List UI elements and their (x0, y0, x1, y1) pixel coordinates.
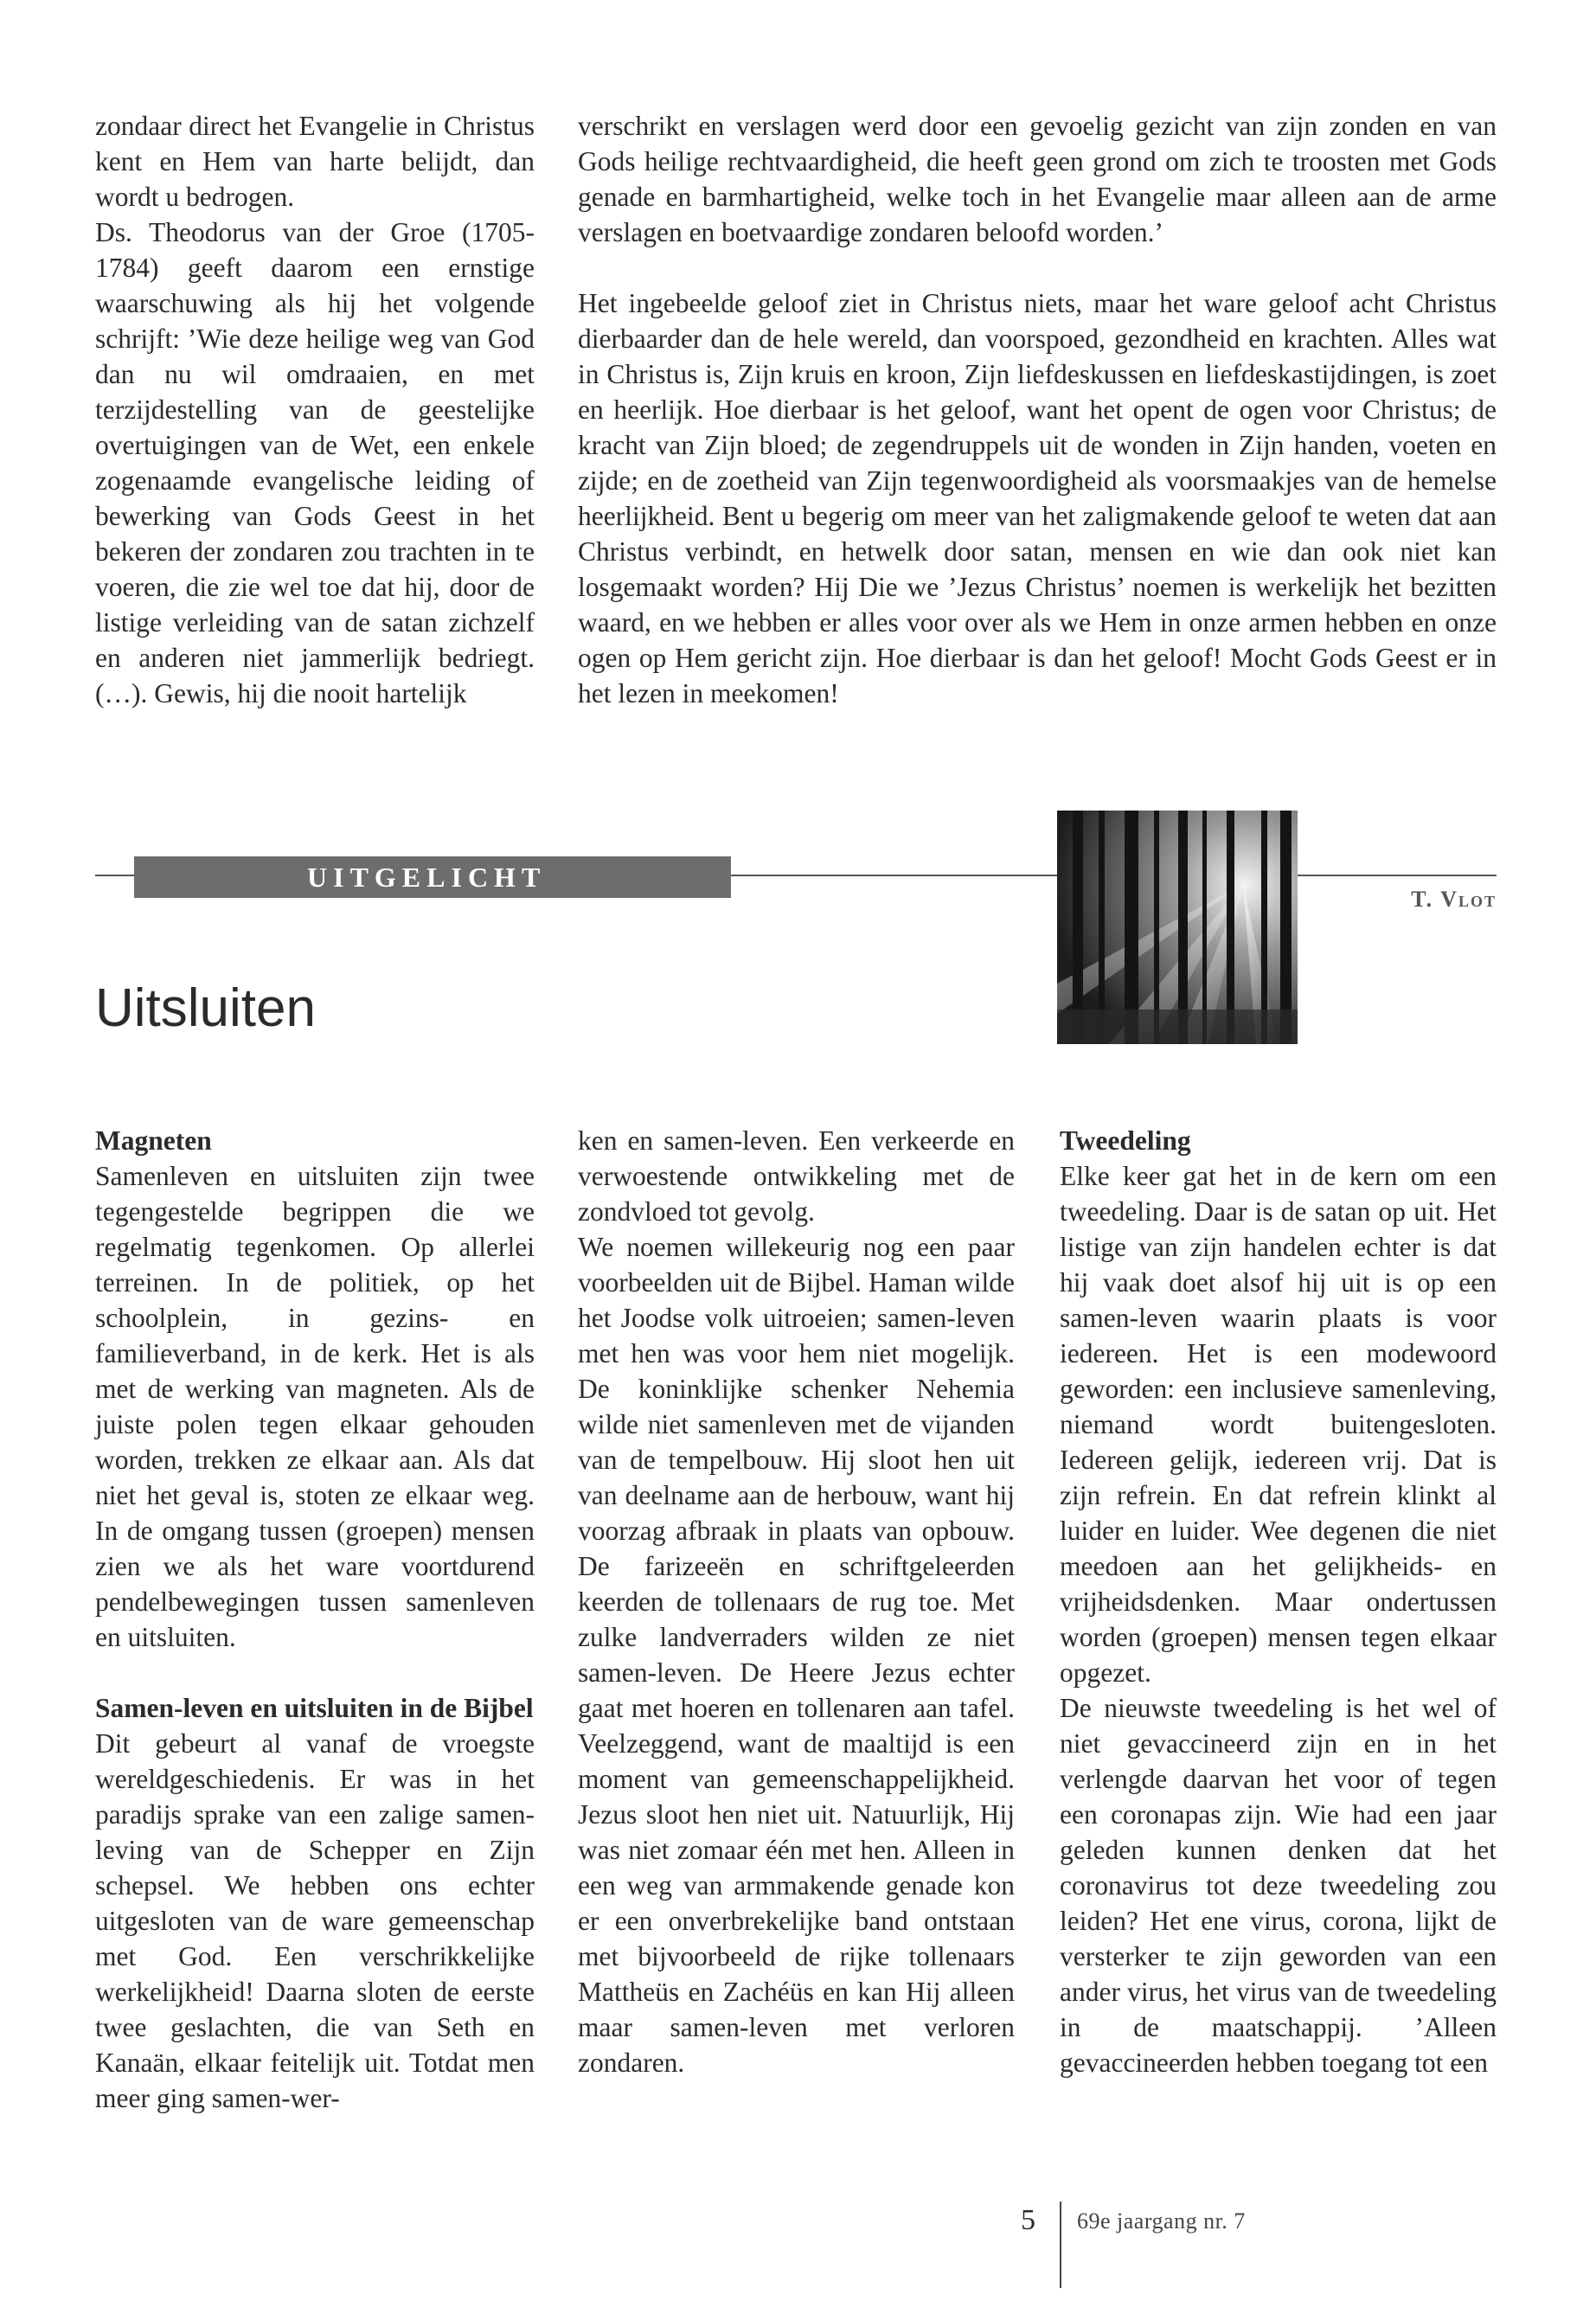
paragraph: Samenleven en uitsluiten zijn twee tegengestelde begrippen die we regelmatig tegenkomen. Op allerlei terreinen. In de politiek, op het schoolplein, in gezins- en familieverband, in de kerk. Het is als met de werking van magneten. Als de juiste polen tegen elkaar gehouden worden, trekken ze elkaar aan. Als dat niet het geval is, stoten ze elkaar weg. In de omgang tussen (groepen) mensen zien we als het ware voortdurend pendelbewegingen tussen samenleven en uitsluiten. (95, 1161, 535, 1652)
issue-label: 69e jaargang nr. 7 (1077, 2208, 1246, 2234)
paragraph: verschrikt en verslagen werd door een gevoelig gezicht van zijn zonden en van Gods heilige rechtvaardigheid, die heeft geen grond om zich te troosten met Gods genade en barmhartigheid, welke toch in het Evangelie maar alleen aan de arme verslagen en boetvaardige zondaren beloofd worden.’ (578, 111, 1497, 247)
section-rule-right (1298, 875, 1497, 876)
footer-divider (1060, 2202, 1061, 2288)
paragraph-gap (95, 1655, 535, 1690)
article-column-1 (95, 1123, 535, 2116)
forest-photo (1057, 811, 1298, 1044)
subheading: Tweedeling (1060, 1125, 1191, 1156)
article-column-3 (1060, 1123, 1497, 2080)
subheading: Magneten (95, 1125, 212, 1156)
paragraph: Ds. Theodorus van der Groe (1705-1784) geeft daarom een ernstige waarschuwing als hij het volgende schrijft: ’Wie deze heilige weg van God dan nu wil omdraaien, en met terzijdestelling van de geestelijke overtuigingen van de Wet, een enkele zogenaamde evangelische leiding of bewerking van Gods Geest in het bekeren der zondaren zou trachten in te voeren, die zie wel toe dat hij, door de listige verleiding van de satan zichzelf en anderen niet jammerlijk bedriegt. (…). Gewis, hij die nooit hartelijk (95, 217, 535, 708)
article-title: Uitsluiten (95, 978, 316, 1038)
forest-sunrays-image (1057, 811, 1298, 1044)
paragraph: ken en samen-leven. Een verkeerde en verwoestende ontwikkeling met de zondvloed tot gevolg. (578, 1125, 1015, 1227)
article-column-2 (578, 1123, 1015, 2080)
paragraph: De nieuwste tweedeling is het wel of niet gevaccineerd zijn en in het verlengde daarvan het voor of tegen een coronapas zijn. Wie had een jaar geleden kunnen denken dat het coronavirus tot deze tweedeling zou leiden? Het ene virus, corona, lijkt de versterker te zijn geworden van een ander virus, het virus van de tweedeling in de maatschappij. ’Alleen gevaccineerden hebben toegang tot een (1060, 1693, 1497, 2078)
page-number: 5 (1021, 2204, 1035, 2236)
author-byline: T. Vlot (1411, 887, 1497, 912)
paragraph: Het ingebeelde geloof ziet in Christus niets, maar het ware geloof acht Christus dierbaarder dan de hele wereld, dan voorspoed, gezondheid en krachten. Alles wat in Christus is, Zijn kruis en kroon, Zijn liefdeskussen en liefdeskastijdingen, is zoet en heerlijk. Hoe dierbaar is het geloof, want het opent de ogen voor Christus; de kracht van Zijn bloed; de zegendruppels uit de wonden in Zijn handen, voeten en zijde; en de zoetheid van Zijn tegenwoordigheid als voorsmaakjes van de hemelse heerlijkheid. Bent u begerig om meer van het zaligmakende geloof te weten dat aan Christus verbindt, en hetwelk door satan, mensen en wie dan ook niet kan losgemaakt worden? Hij Die we ’Jezus Christus’ noemen is werkelijk het bezitten waard, en we hebben er alles voor over als we Hem in onze armen hebben en onze ogen op Hem gericht zijn. Hoe dierbaar is dan het geloof! Mocht Gods Geest er in het lezen in meekomen! (578, 288, 1497, 708)
continued-text-right (578, 108, 1497, 711)
paragraph: Dit gebeurt al vanaf de vroegste wereldgeschiedenis. Er was in het paradijs sprake van een zalige samen-leving van de Schepper en Zijn schepsel. We hebben ons echter uitgesloten van de ware gemeenschap met God. Een verschrikkelijke werkelijkheid! Daarna sloten de eerste twee geslachten, die van Seth en Kanaän, elkaar feitelijk uit. Totdat men meer ging samen-wer- (95, 1728, 535, 2113)
paragraph: Elke keer gat het in de kern om een tweedeling. Daar is de satan op uit. Het listige van zijn handelen echter is dat hij vaak doet alsof hij uit is op een samen-leven waarin plaats is voor iedereen. Het is een modewoord geworden: een inclusieve samenleving, niemand wordt buitengesloten. Iedereen gelijk, iedereen vrij. Dat is zijn refrein. En dat refrein klinkt al luider en luider. Wee degenen die niet meedoen aan het gelijkheids- en vrijheidsdenken. Maar ondertussen worden (groepen) mensen tegen elkaar opgezet. (1060, 1161, 1497, 1688)
subheading: Samen-leven en uitsluiten in de Bijbel (95, 1693, 534, 1723)
paragraph: We noemen willekeurig nog een paar voorbeelden uit de Bijbel. Haman wilde het Joodse volk uitroeien; samen-leven met hen was voor hem niet mogelijk. De koninklijke schenker Nehemia wilde niet samenleven met de vijanden van de tempelbouw. Hij sloot hen uit van deelname aan de herbouw, want hij voorzag afbraak in plaats van opbouw. De farizeeën en schriftgeleerden keerden de tollenaars de rug toe. Met zulke landverraders wilden ze niet samen-leven. De Heere Jezus echter gaat met hoeren en tollenaren aan tafel. Veelzeggend, want de maaltijd is een moment van gemeenschappelijkheid. Jezus sloot hen niet uit. Natuurlijk, Hij was niet zomaar één met hen. Alleen in een weg van armmakende genade kon er een onverbrekelijke band ontstaan met bijvoorbeeld de rijke tollenaars Mattheüs en Zachéüs en kan Hij alleen maar samen-leven met verloren zondaren. (578, 1232, 1015, 2078)
paragraph: zondaar direct het Evangelie in Christus kent en Hem van harte belijdt, dan wordt u bedrogen. (95, 111, 535, 212)
continued-text-left (95, 108, 535, 711)
section-label: UITGELICHT (134, 856, 731, 898)
paragraph-gap (578, 250, 1497, 285)
